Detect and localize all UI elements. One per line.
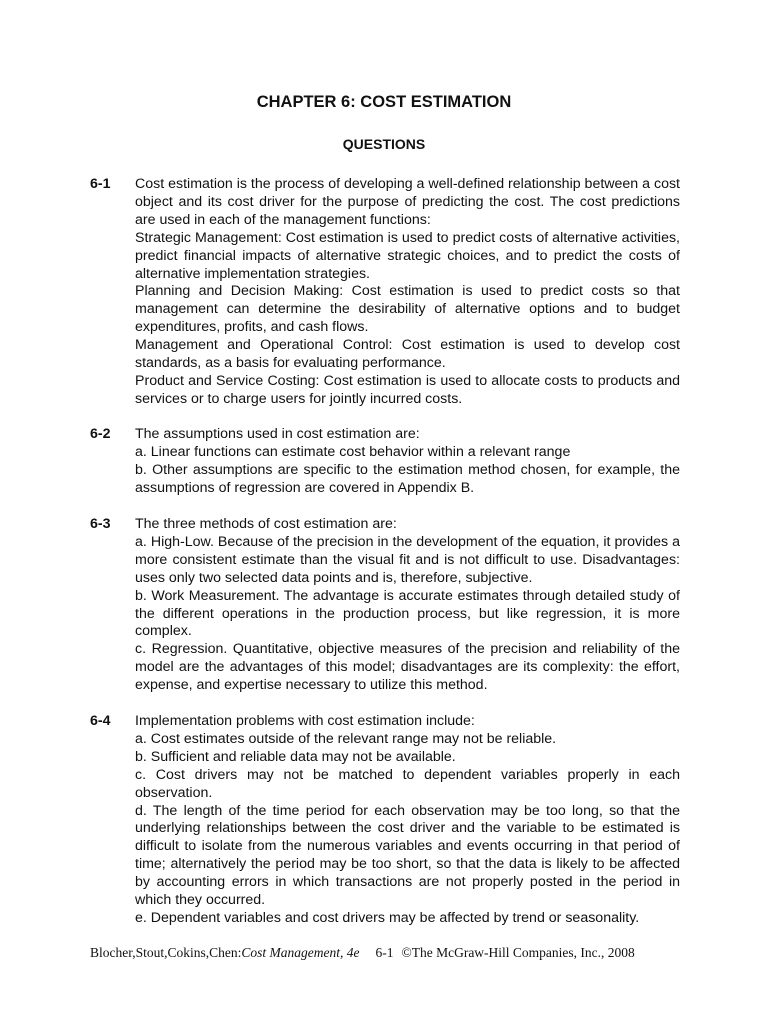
footer-authors: Blocher,Stout,Cokins,Chen: xyxy=(90,945,242,960)
question-body xyxy=(135,176,680,409)
paragraph: Implementation problems with cost estimation include: xyxy=(135,713,475,729)
question-6-4 xyxy=(90,713,680,928)
page-number: 6-1 xyxy=(375,945,394,960)
chapter-title: CHAPTER 6: COST ESTIMATION xyxy=(256,93,512,111)
paragraph: The three methods of cost estimation are: xyxy=(135,516,397,532)
paragraph: Strategic Management: Cost estimation is used to predict costs of alternative activities, predict financial impacts of alternative strategic choices, and to predict the costs of alternative implementation strategies. xyxy=(135,229,680,282)
paragraph: a. Linear functions can estimate cost behavior within a relevant range xyxy=(135,443,571,460)
paragraph: Planning and Decision Making: Cost estimation is used to predict costs so that management can determine the desirability of alternative options and to budget expenditures, profits, and cash flows. xyxy=(135,283,680,336)
paragraph: c. Cost drivers may not be matched to dependent variables properly in each observation. xyxy=(135,766,680,801)
page-footer xyxy=(90,945,635,961)
paragraph: e. Dependent variables and cost drivers may be affected by trend or seasonality. xyxy=(135,909,640,926)
section-heading: QUESTIONS xyxy=(342,136,426,152)
question-number: 6-4 xyxy=(90,713,111,729)
question-number: 6-1 xyxy=(90,176,111,192)
paragraph: Cost estimation is the process of developing a well-defined relationship between a cost object and its cost driver for the purpose of predicting the cost. The cost predictions are used in each of the management functions: xyxy=(135,176,680,228)
paragraph: a. High-Low. Because of the precision in the development of the equation, it provides a more consistent estimate than the visual fit and is not difficult to use. Disadvantages: uses only two selected data points and is, therefore, subjective. xyxy=(135,533,680,586)
question-6-3 xyxy=(90,516,680,695)
question-number: 6-3 xyxy=(90,516,111,532)
question-6-1 xyxy=(90,176,680,409)
footer-copyright: ©The McGraw-Hill Companies, Inc., 2008 xyxy=(401,945,635,960)
question-body xyxy=(135,516,680,695)
question-number: 6-2 xyxy=(90,426,111,442)
paragraph: b. Other assumptions are specific to the estimation method chosen, for example, the assumptions of regression are covered in Appendix B. xyxy=(135,461,680,496)
paragraph: c. Regression. Quantitative, objective measures of the precision and reliability of the model are the advantages of this model; disadvantages are its complexity: the effort, expense, and expertise necessary to utilize this method. xyxy=(135,641,680,694)
question-body xyxy=(135,713,680,928)
paragraph: The assumptions used in cost estimation are: xyxy=(135,426,420,442)
paragraph: Product and Service Costing: Cost estimation is used to allocate costs to products and services or to charge users for jointly incurred costs. xyxy=(135,372,680,407)
paragraph: a. Cost estimates outside of the relevant range may not be reliable. xyxy=(135,730,557,747)
question-6-2 xyxy=(90,426,680,498)
paragraph: d. The length of the time period for each observation may be too long, so that the underlying relationships between the cost driver and the variable to be estimated is difficult to isolate from the numerous variables and events occurring in that period of time; alternatively the period may be too short, so that the data is likely to be affected by accounting errors in which transactions are not properly posted in the period in which they occurred. xyxy=(135,802,680,909)
question-body xyxy=(135,426,680,498)
paragraph: b. Work Measurement. The advantage is accurate estimates through detailed study of the different operations in the production process, but like regression, it is more complex. xyxy=(135,587,680,640)
paragraph: Management and Operational Control: Cost estimation is used to develop cost standards, as a basis for evaluating performance. xyxy=(135,337,680,372)
footer-book-title: Cost Management, 4e xyxy=(241,945,360,960)
paragraph: b. Sufficient and reliable data may not be available. xyxy=(135,748,456,765)
